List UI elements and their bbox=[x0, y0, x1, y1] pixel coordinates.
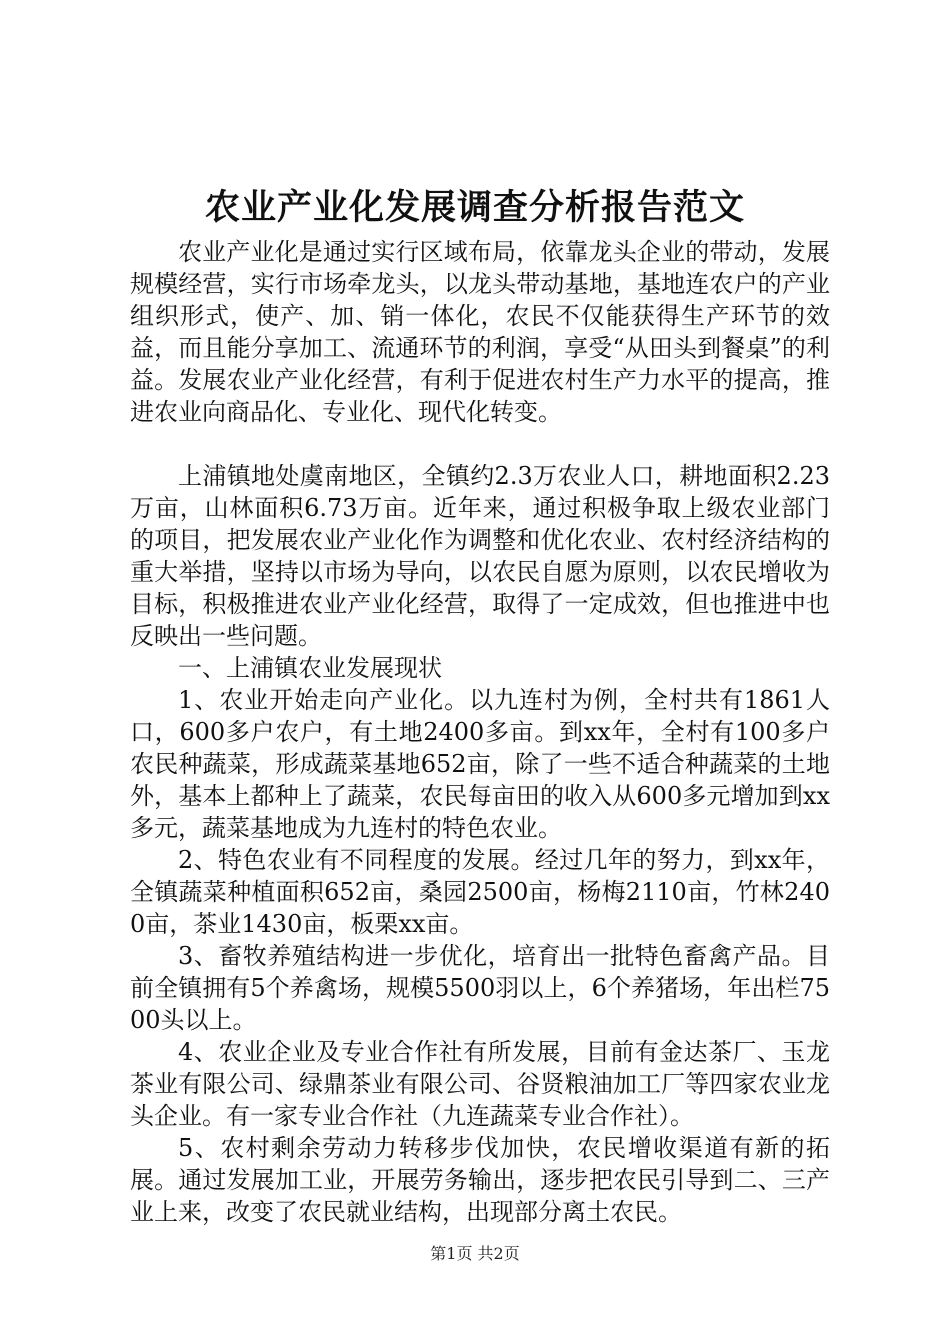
section-heading: 一、上浦镇农业发展现状 bbox=[178, 654, 442, 682]
list-item: 1、农业开始走向产业化。以九连村为例，全村共有1861人口，600多户农户，有土地2400多亩。到xx年，全村有100多户农民种蔬菜，形成蔬菜基地652亩，除了一些不适合种蔬菜的土地外，基本上都种上了蔬菜，农民每亩田的收入从600多元增加到xx多元，蔬菜基地成为九连村的特色农业。 bbox=[130, 686, 830, 842]
list-item: 4、农业企业及专业合作社有所发展，目前有金达茶厂、玉龙茶业有限公司、绿鼎茶业有限公司、谷贤粮油加工厂等四家农业龙头企业。有一家专业合作社（九连蔬菜专业合作社）。 bbox=[130, 1038, 830, 1130]
background-paragraph: 上浦镇地处虞南地区，全镇约2.3万农业人口，耕地面积2.23万亩，山林面积6.73万亩。近年来，通过积极争取上级农业部门的项目，把发展农业产业化作为调整和优化农业、农村经济结构的重大举措，坚持以市场为导向，以农民自愿为原则，以农民增收为目标，积极推进农业产业化经营，取得了一定成效，但也推进中也反映出一些问题。 bbox=[130, 462, 830, 650]
list-item: 5、农村剩余劳动力转移步伐加快，农民增收渠道有新的拓展。通过发展加工业，开展劳务输出，逐步把农民引导到二、三产业上来，改变了农民就业结构，出现部分离土农民。 bbox=[130, 1134, 830, 1226]
document-title: 农业产业化发展调查分析报告范文 bbox=[204, 187, 745, 228]
list-item: 2、特色农业有不同程度的发展。经过几年的努力，到xx年，全镇蔬菜种植面积652亩，桑园2500亩，杨梅2110亩，竹林2400亩，茶业1430亩，板栗xx亩。 bbox=[130, 846, 830, 938]
document-body bbox=[130, 236, 830, 1228]
page-number-footer: 第1页 共2页 bbox=[430, 1244, 520, 1263]
intro-paragraph: 农业产业化是通过实行区域布局，依靠龙头企业的带动，发展规模经营，实行市场牵龙头，以龙头带动基地，基地连农户的产业组织形式，使产、加、销一体化，农民不仅能获得生产环节的效益，而且能分享加工、流通环节的利润，享受“从田头到餐桌”的利益。发展农业产业化经营，有利于促进农村生产力水平的提高，推进农业向商品化、专业化、现代化转变。 bbox=[130, 238, 830, 426]
list-item: 3、畜牧养殖结构进一步优化，培育出一批特色畜禽产品。目前全镇拥有5个养禽场，规模5500羽以上，6个养猪场，年出栏7500头以上。 bbox=[130, 942, 830, 1034]
